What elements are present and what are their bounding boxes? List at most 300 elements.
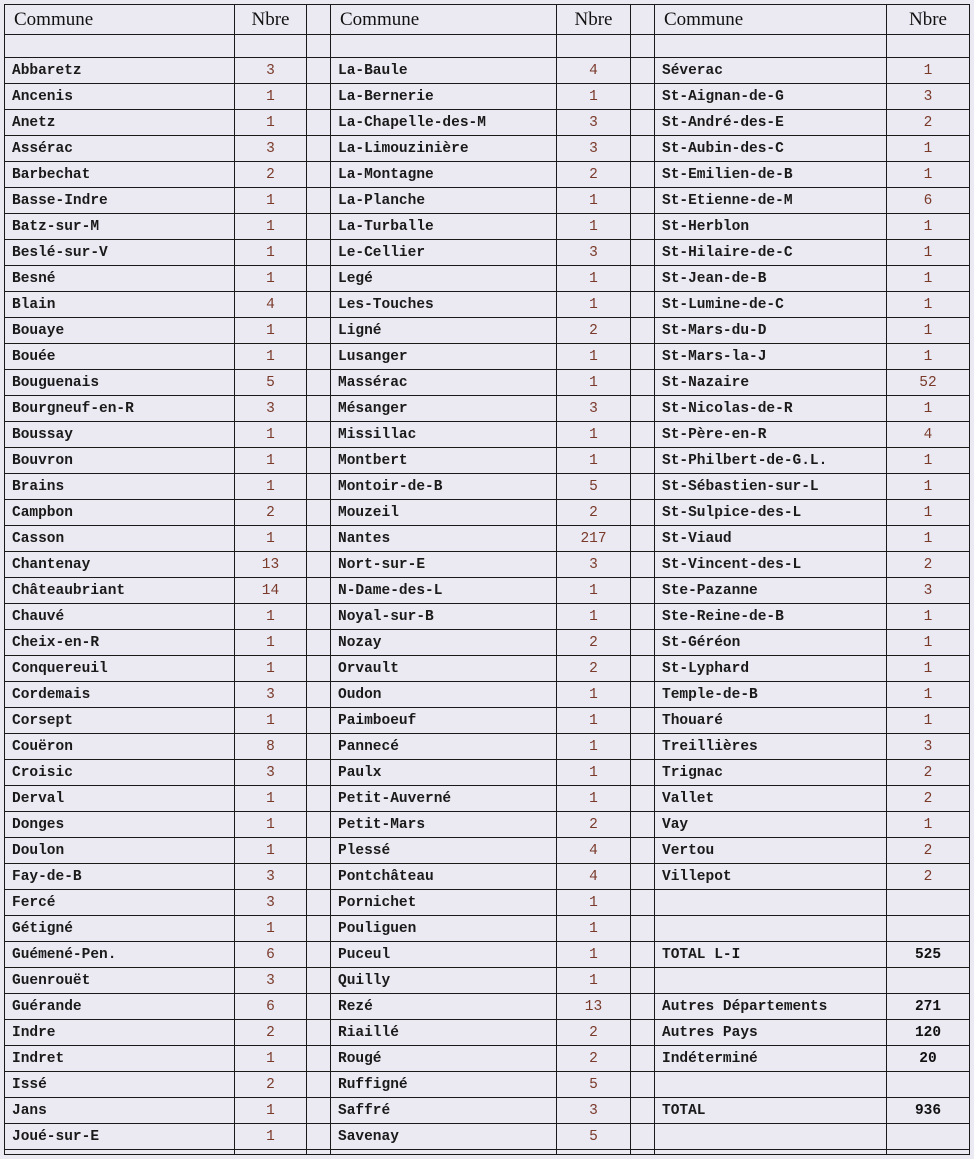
table-row — [5, 916, 330, 942]
gap-cell — [307, 35, 330, 57]
commune-count: 1 — [235, 214, 307, 239]
commune-name: Nort-sur-E — [331, 552, 557, 577]
commune-count: 1 — [923, 400, 933, 417]
header-row — [5, 5, 330, 35]
table-row — [655, 110, 969, 136]
table-row — [5, 136, 330, 162]
table-row — [5, 370, 330, 396]
table-row — [655, 682, 969, 708]
commune-name: Joué-sur-E — [5, 1124, 235, 1149]
commune-name: La-Planche — [331, 188, 557, 213]
table-row — [655, 838, 969, 864]
table-row — [655, 422, 969, 448]
commune-name: Boussay — [5, 422, 235, 447]
table-row — [331, 890, 654, 916]
commune-count: 1 — [923, 530, 933, 547]
gap-cell — [307, 890, 330, 915]
commune-count — [887, 916, 969, 941]
commune-count: 1 — [557, 188, 631, 213]
commune-name: Nantes — [331, 526, 557, 551]
commune-count: 1 — [923, 348, 933, 365]
gap-cell — [307, 370, 330, 395]
commune-count: 1 — [557, 266, 631, 291]
table-row — [655, 370, 969, 396]
commune-count: 13 — [235, 552, 307, 577]
commune-count: 2 — [923, 790, 933, 807]
gap-cell — [631, 1020, 654, 1045]
gap-cell — [307, 1072, 330, 1097]
commune-name: Gétigné — [5, 916, 235, 941]
gap-cell — [307, 396, 330, 421]
table-row — [5, 552, 330, 578]
commune-name: Cordemais — [5, 682, 235, 707]
table-row — [655, 552, 969, 578]
table-row — [655, 1124, 969, 1150]
commune-name: Bouaye — [5, 318, 235, 343]
commune-count: 5 — [557, 1124, 631, 1149]
gap-cell — [307, 708, 330, 733]
table-column-1 — [5, 5, 331, 1154]
commune-count: 1 — [923, 62, 933, 79]
commune-name: Basse-Indre — [5, 188, 235, 213]
blank-count-cell — [887, 35, 969, 57]
gap-cell — [307, 188, 330, 213]
commune-name: Orvault — [331, 656, 557, 681]
gap-cell — [631, 188, 654, 213]
commune-name: Ancenis — [5, 84, 235, 109]
table-row — [5, 890, 330, 916]
table-row — [331, 1098, 654, 1124]
gap-cell — [307, 916, 330, 941]
commune-count — [887, 1072, 969, 1097]
commune-name: Puceul — [331, 942, 557, 967]
table-row — [5, 396, 330, 422]
table-row — [655, 344, 969, 370]
table-row — [655, 162, 969, 188]
gap-cell — [307, 1124, 330, 1149]
gap-cell — [631, 214, 654, 239]
commune-count: 3 — [235, 760, 307, 785]
commune-name: Ligné — [331, 318, 557, 343]
commune-name: St-Aignan-de-G — [655, 84, 887, 109]
table-row — [331, 578, 654, 604]
commune-name: Pontchâteau — [331, 864, 557, 889]
gap-cell — [631, 708, 654, 733]
table-row — [331, 1046, 654, 1072]
commune-count: 1 — [557, 786, 631, 811]
commune-count: 6 — [235, 994, 307, 1019]
commune-count: 4 — [235, 292, 307, 317]
commune-name: Donges — [5, 812, 235, 837]
commune-name: Bourgneuf-en-R — [5, 396, 235, 421]
commune-count: 3 — [557, 240, 631, 265]
commune-name — [655, 890, 887, 915]
commune-name: Trignac — [655, 760, 887, 785]
gap-cell — [631, 344, 654, 369]
commune-count: 1 — [923, 634, 933, 651]
commune-count: 1 — [235, 526, 307, 551]
commune-count: 1 — [557, 370, 631, 395]
blank-row — [5, 35, 330, 58]
header-commune: Commune — [655, 5, 887, 34]
table-row — [5, 786, 330, 812]
table-row — [655, 292, 969, 318]
commune-name: St-Lumine-de-C — [655, 292, 887, 317]
commune-name: Abbaretz — [5, 58, 235, 83]
commune-name: St-Hilaire-de-C — [655, 240, 887, 265]
commune-name: Oudon — [331, 682, 557, 707]
gap-cell — [631, 318, 654, 343]
commune-name: Barbechat — [5, 162, 235, 187]
commune-count: 3 — [923, 88, 933, 105]
table-row — [655, 760, 969, 786]
table-row — [5, 656, 330, 682]
commune-name: N-Dame-des-L — [331, 578, 557, 603]
table-row — [5, 682, 330, 708]
commune-count: 3 — [923, 582, 933, 599]
table-row — [5, 734, 330, 760]
commune-count: 2 — [557, 630, 631, 655]
header-commune: Commune — [5, 5, 235, 34]
gap-cell — [307, 630, 330, 655]
gap-cell — [631, 5, 654, 34]
table-row — [655, 1046, 969, 1072]
commune-count: 1 — [557, 344, 631, 369]
commune-name: Guémené-Pen. — [5, 942, 235, 967]
table-row — [5, 1124, 330, 1150]
commune-name: St-Sébastien-sur-L — [655, 474, 887, 499]
gap-cell — [307, 942, 330, 967]
gap-cell — [307, 526, 330, 551]
commune-name: St-Herblon — [655, 214, 887, 239]
commune-count: 1 — [235, 630, 307, 655]
commune-count: 1 — [557, 604, 631, 629]
gap-cell — [307, 864, 330, 889]
table-row — [655, 1020, 969, 1046]
table-row — [331, 1072, 654, 1098]
gap-cell — [307, 812, 330, 837]
commune-count: 1 — [923, 478, 933, 495]
commune-count: 1 — [235, 188, 307, 213]
commune-name: Montbert — [331, 448, 557, 473]
commune-name: Chantenay — [5, 552, 235, 577]
table-row — [331, 1020, 654, 1046]
table-row — [5, 110, 330, 136]
commune-count: 13 — [557, 994, 631, 1019]
commune-count: 936 — [914, 1102, 942, 1119]
commune-count: 525 — [914, 946, 942, 963]
commune-name: La-Turballe — [331, 214, 557, 239]
commune-name: Villepot — [655, 864, 887, 889]
commune-name: Rezé — [331, 994, 557, 1019]
table-row — [331, 786, 654, 812]
gap-cell — [307, 786, 330, 811]
table-row — [331, 162, 654, 188]
commune-name: St-Philbert-de-G.L. — [655, 448, 887, 473]
gap-cell — [631, 110, 654, 135]
table-row — [655, 448, 969, 474]
commune-name: Jans — [5, 1098, 235, 1123]
commune-table — [4, 4, 970, 1155]
commune-name: Châteaubriant — [5, 578, 235, 603]
commune-count: 2 — [557, 500, 631, 525]
commune-count: 1 — [557, 890, 631, 915]
commune-count: 217 — [557, 526, 631, 551]
table-row — [331, 292, 654, 318]
commune-count: 1 — [557, 760, 631, 785]
commune-count: 1 — [235, 838, 307, 863]
commune-count: 120 — [914, 1024, 942, 1041]
gap-cell — [307, 448, 330, 473]
table-row — [5, 318, 330, 344]
table-row — [5, 994, 330, 1020]
commune-name: Autres Pays — [655, 1020, 887, 1045]
commune-count: 271 — [914, 998, 942, 1015]
blank-name-cell — [331, 35, 557, 57]
commune-name: Paimboeuf — [331, 708, 557, 733]
gap-cell — [307, 604, 330, 629]
table-row — [5, 578, 330, 604]
table-row — [5, 448, 330, 474]
gap-cell — [631, 35, 654, 57]
table-row — [5, 864, 330, 890]
commune-name: Blain — [5, 292, 235, 317]
gap-cell — [631, 162, 654, 187]
gap-cell — [307, 1020, 330, 1045]
commune-name: TOTAL L-I — [655, 942, 887, 967]
table-row — [655, 396, 969, 422]
commune-count: 1 — [557, 708, 631, 733]
commune-name: Les-Touches — [331, 292, 557, 317]
table-row — [655, 630, 969, 656]
table-row — [655, 136, 969, 162]
commune-count: 6 — [235, 942, 307, 967]
filler-count-cell — [887, 1150, 969, 1154]
gap-cell — [631, 500, 654, 525]
commune-count: 1 — [235, 1098, 307, 1123]
blank-name-cell — [5, 35, 235, 57]
table-row — [5, 708, 330, 734]
gap-cell — [307, 994, 330, 1019]
commune-name: Le-Cellier — [331, 240, 557, 265]
commune-count: 5 — [557, 474, 631, 499]
gap-cell — [307, 84, 330, 109]
commune-count: 1 — [923, 270, 933, 287]
commune-name: Missillac — [331, 422, 557, 447]
table-row — [331, 136, 654, 162]
commune-count: 1 — [923, 712, 933, 729]
gap-cell — [307, 968, 330, 993]
table-row — [655, 968, 969, 994]
commune-name: Batz-sur-M — [5, 214, 235, 239]
commune-count: 2 — [557, 318, 631, 343]
table-row — [655, 84, 969, 110]
commune-name: TOTAL — [655, 1098, 887, 1123]
commune-count: 1 — [557, 942, 631, 967]
commune-name: St-Géréon — [655, 630, 887, 655]
header-nbre: Nbre — [909, 8, 947, 30]
commune-count — [887, 968, 969, 993]
commune-count: 2 — [923, 868, 933, 885]
commune-count: 5 — [557, 1072, 631, 1097]
gap-cell — [631, 838, 654, 863]
commune-name: Besné — [5, 266, 235, 291]
commune-count: 1 — [923, 322, 933, 339]
commune-count: 2 — [923, 764, 933, 781]
gap-cell — [307, 318, 330, 343]
header-commune: Commune — [331, 5, 557, 34]
table-row — [5, 812, 330, 838]
filler-row — [655, 1150, 969, 1154]
commune-name: Lusanger — [331, 344, 557, 369]
commune-name: Issé — [5, 1072, 235, 1097]
table-row — [331, 214, 654, 240]
table-row — [331, 318, 654, 344]
commune-name: Petit-Mars — [331, 812, 557, 837]
header-nbre: Nbre — [235, 5, 307, 34]
commune-count: 4 — [923, 426, 933, 443]
commune-name — [655, 968, 887, 993]
gap-cell — [631, 760, 654, 785]
commune-count — [887, 1124, 969, 1149]
blank-count-cell — [235, 35, 307, 57]
commune-name: Séverac — [655, 58, 887, 83]
table-row — [655, 864, 969, 890]
gap-cell — [631, 448, 654, 473]
commune-count: 4 — [557, 58, 631, 83]
gap-cell — [631, 734, 654, 759]
table-row — [331, 266, 654, 292]
commune-name: St-Etienne-de-M — [655, 188, 887, 213]
table-row — [331, 864, 654, 890]
gap-cell — [307, 474, 330, 499]
commune-name: Riaillé — [331, 1020, 557, 1045]
commune-name: Casson — [5, 526, 235, 551]
commune-name: Mouzeil — [331, 500, 557, 525]
gap-cell — [307, 162, 330, 187]
table-row — [331, 552, 654, 578]
commune-count: 1 — [235, 1124, 307, 1149]
commune-name: St-Emilien-de-B — [655, 162, 887, 187]
commune-count: 1 — [557, 682, 631, 707]
table-row — [331, 604, 654, 630]
commune-count: 8 — [235, 734, 307, 759]
commune-name: Nozay — [331, 630, 557, 655]
commune-count: 1 — [235, 812, 307, 837]
commune-count: 1 — [557, 292, 631, 317]
commune-count: 2 — [923, 114, 933, 131]
gap-cell — [631, 552, 654, 577]
gap-cell — [307, 422, 330, 447]
commune-name: St-Viaud — [655, 526, 887, 551]
table-row — [655, 500, 969, 526]
commune-name: St-Nicolas-de-R — [655, 396, 887, 421]
gap-cell — [631, 578, 654, 603]
filler-row — [331, 1150, 654, 1154]
table-row — [331, 994, 654, 1020]
commune-count: 2 — [235, 1072, 307, 1097]
gap-cell — [307, 760, 330, 785]
gap-cell — [307, 292, 330, 317]
gap-cell — [631, 968, 654, 993]
commune-name: St-Sulpice-des-L — [655, 500, 887, 525]
table-row — [331, 500, 654, 526]
table-row — [331, 474, 654, 500]
table-row — [655, 604, 969, 630]
commune-count: 2 — [557, 1020, 631, 1045]
table-row — [331, 110, 654, 136]
gap-cell — [307, 344, 330, 369]
filler-name-cell — [331, 1150, 557, 1154]
table-row — [331, 344, 654, 370]
blank-row — [331, 35, 654, 58]
commune-count: 6 — [923, 192, 933, 209]
table-row — [655, 58, 969, 84]
commune-count: 1 — [557, 916, 631, 941]
gap-cell — [631, 396, 654, 421]
commune-name: Pouliguen — [331, 916, 557, 941]
table-row — [655, 812, 969, 838]
commune-count: 1 — [557, 422, 631, 447]
table-row — [655, 734, 969, 760]
commune-name: St-Mars-du-D — [655, 318, 887, 343]
table-row — [655, 266, 969, 292]
commune-name — [655, 916, 887, 941]
commune-count: 14 — [235, 578, 307, 603]
commune-name: Ruffigné — [331, 1072, 557, 1097]
commune-name: Cheix-en-R — [5, 630, 235, 655]
table-row — [331, 812, 654, 838]
table-row — [5, 266, 330, 292]
commune-name: Ste-Reine-de-B — [655, 604, 887, 629]
gap-cell — [631, 994, 654, 1019]
gap-cell — [631, 864, 654, 889]
gap-cell — [307, 1046, 330, 1071]
gap-cell — [631, 812, 654, 837]
table-row — [655, 916, 969, 942]
table-row — [331, 526, 654, 552]
table-row — [5, 1072, 330, 1098]
commune-name: La-Montagne — [331, 162, 557, 187]
commune-name: Quilly — [331, 968, 557, 993]
commune-count: 2 — [235, 500, 307, 525]
commune-count: 2 — [557, 162, 631, 187]
commune-count: 1 — [235, 84, 307, 109]
table-row — [5, 760, 330, 786]
commune-count: 3 — [557, 396, 631, 421]
table-row — [655, 1072, 969, 1098]
commune-count: 3 — [557, 552, 631, 577]
table-row — [5, 1046, 330, 1072]
table-row — [331, 942, 654, 968]
table-row — [5, 474, 330, 500]
table-row — [5, 344, 330, 370]
commune-name: Couëron — [5, 734, 235, 759]
commune-count: 3 — [235, 864, 307, 889]
commune-count: 1 — [923, 296, 933, 313]
commune-name: St-Père-en-R — [655, 422, 887, 447]
commune-name: Legé — [331, 266, 557, 291]
gap-cell — [307, 656, 330, 681]
commune-count: 1 — [235, 266, 307, 291]
gap-cell — [631, 526, 654, 551]
commune-count: 1 — [923, 166, 933, 183]
commune-count: 1 — [235, 916, 307, 941]
table-row — [5, 500, 330, 526]
filler-count-cell — [235, 1150, 307, 1154]
commune-name: Massérac — [331, 370, 557, 395]
gap-cell — [631, 1098, 654, 1123]
